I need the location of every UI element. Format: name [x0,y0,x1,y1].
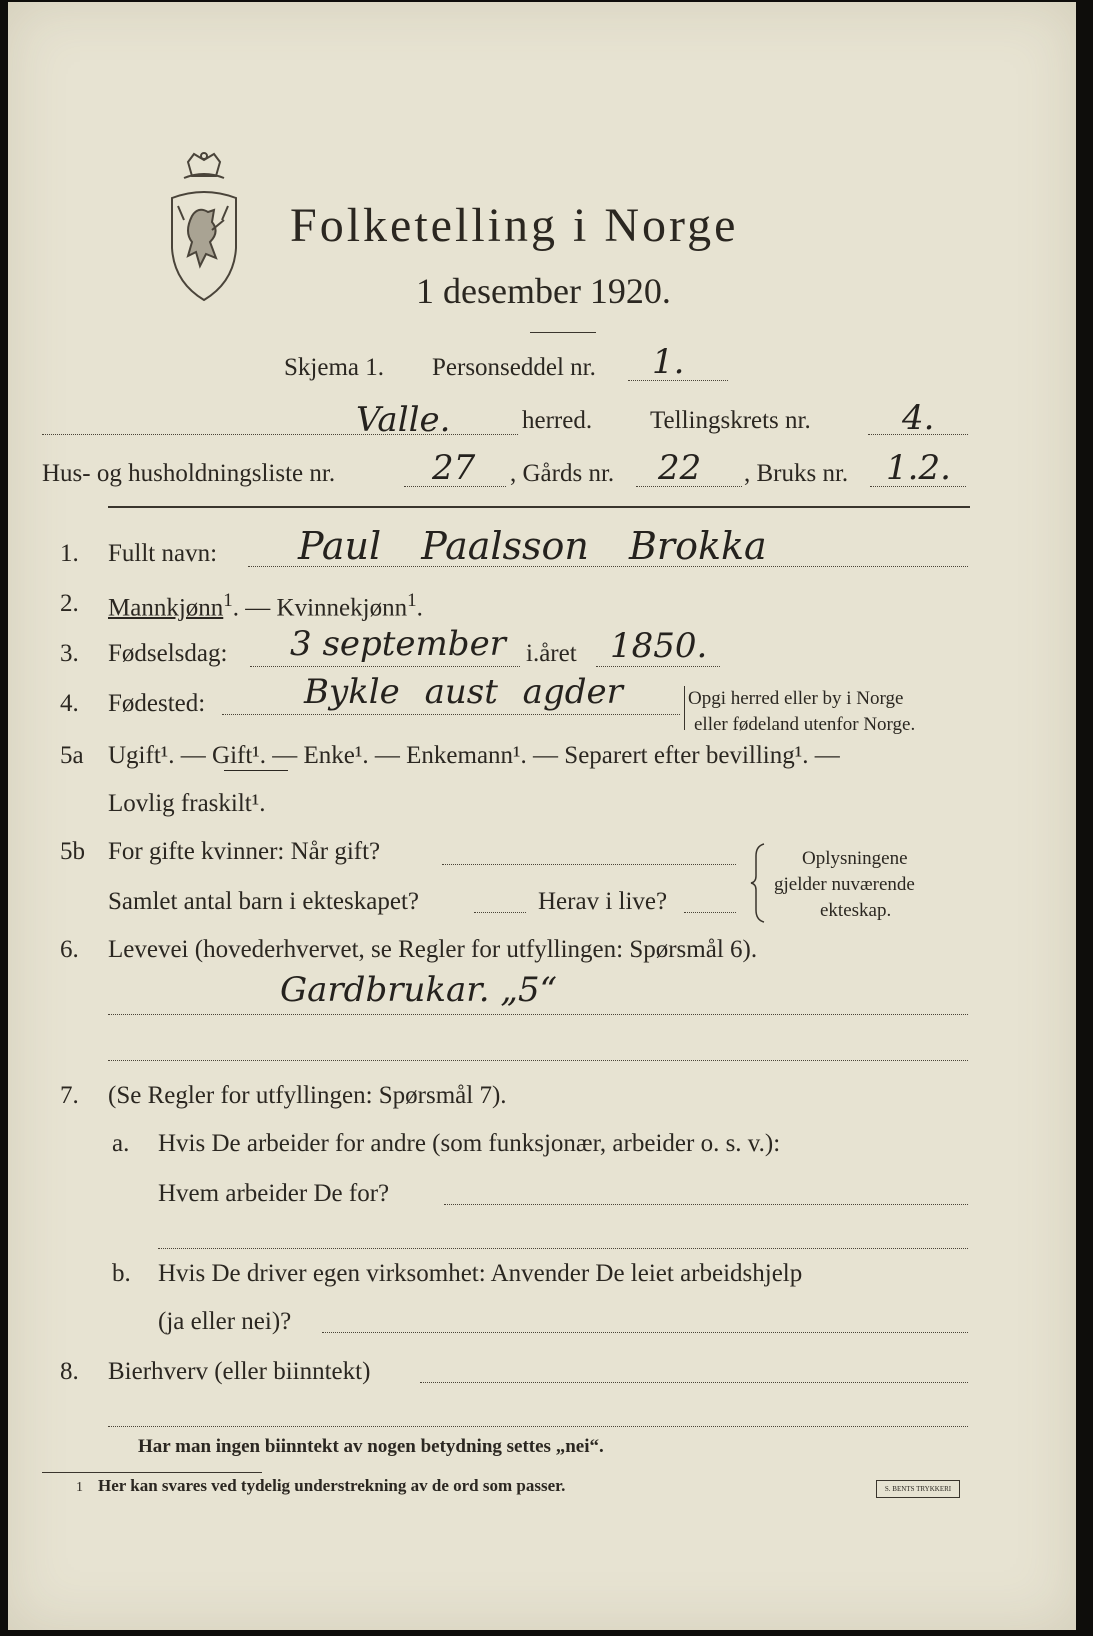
q5b-note-1: Oplysningene [802,848,908,869]
q3-date-line [250,666,520,667]
q5b-children-alive: Herav i live? [538,888,668,915]
q4-note-2: eller fødeland utenfor Norge. [694,714,916,735]
q5b-note-2: gjelder nuværende [774,874,915,895]
birthday-value: 3 september [290,624,506,664]
q4-label: Fødested: [108,690,206,717]
q2-dot: . [416,594,423,622]
occupation-value: Gardbrukar. „5“ [280,970,557,1010]
q2-dot: . [232,594,240,622]
gards-value: 22 [658,448,702,488]
tellingskrets-label: Tellingskrets nr. [650,407,811,434]
header-rule [108,506,970,508]
footnote-ref: 1 [223,590,233,611]
bruks-label: , Bruks nr. [744,460,849,487]
q6-line-1 [108,1014,968,1015]
male-option: Mannkjønn [108,594,224,622]
q2-number: 2. [60,590,79,617]
q7-label: (Se Regler for utfyllingen: Spørsmål 7). [108,1082,507,1109]
year-label: i.året [526,640,577,667]
footnote-mark: 1 [76,1480,83,1495]
q7a-letter: a. [112,1130,130,1157]
form-title: Folketelling i Norge [290,199,739,252]
skjema-label: Skjema 1. [284,354,384,381]
gards-label: , Gårds nr. [510,460,615,487]
q1-label: Fullt navn: [108,540,218,567]
q5a-number: 5a [60,742,84,769]
hus-label: Hus- og husholdningsliste nr. [42,460,336,487]
q5b-line-2 [474,912,526,913]
q5b-number: 5b [60,838,85,865]
q1-number: 1. [60,540,79,567]
q4-note-1: Opgi herred eller by i Norge [688,688,904,709]
birthplace-value: Bykle aust agder [304,672,623,712]
q3-year-line [596,666,720,667]
coat-of-arms-icon [158,150,250,305]
census-form [8,2,1076,1630]
hus-value: 27 [432,448,476,488]
q5b-line-1 [442,864,736,865]
gift-underline [224,770,288,771]
personseddel-label: Personseddel nr. [432,354,596,381]
marital-status-options: Ugift¹. — Gift¹. — Enke¹. — Enkemann¹. — Separert efter bevilling¹. — [108,742,840,769]
q7a-question: Hvem arbeider De for? [158,1180,390,1207]
q4-brace [684,686,687,730]
full-name-value: Paul Paalsson Brokka [298,524,767,568]
herred-line [42,434,518,435]
tellingskrets-value: 4. [902,398,935,438]
footnote-ref: 1 [407,590,417,611]
q5b-when-married: For gifte kvinner: Når gift? [108,838,381,865]
q6-number: 6. [60,936,79,963]
personseddel-value: 1. [652,342,685,382]
herred-value: Valle. [356,400,451,440]
q8-number: 8. [60,1358,79,1385]
q7a-line-1 [444,1204,968,1205]
bruks-value: 1.2. [886,448,951,488]
q8-line-2 [108,1426,968,1427]
herred-label: herred. [522,407,593,434]
printer-stamp: S. BENTS TRYKKERI [876,1480,960,1498]
q5b-note-3: ekteskap. [820,900,892,921]
q7-number: 7. [60,1082,79,1109]
q6-label: Levevei (hovederhvervet, se Regler for utfyllingen: Spørsmål 6). [108,936,758,963]
female-option: Kvinnekjønn [276,594,408,622]
q7b-text: Hvis De driver egen virksomhet: Anvender De leiet arbeidshjelp [158,1260,803,1287]
marital-status-options-2: Lovlig fraskilt¹. [108,790,266,817]
q5b-children-total: Samlet antal barn i ekteskapet? [108,888,419,915]
q4-number: 4. [60,690,79,717]
q5b-line-3 [684,912,736,913]
census-date: 1 desember 1920. [416,271,671,311]
q6-line-2 [108,1060,968,1061]
q5b-brace [750,842,768,924]
q2-sex-options [108,590,423,622]
q7a-line-2 [158,1248,968,1249]
q2-sep: — [239,594,277,622]
footnote-text: Her kan svares ved tydelig understrekning av de ord som passer. [98,1476,566,1495]
q3-label: Fødselsdag: [108,640,228,667]
title-divider [530,332,596,333]
q7b-question: (ja eller nei)? [158,1308,292,1335]
q8-line-1 [420,1382,968,1383]
note-nei: Har man ingen biinntekt av nogen betydning settes „nei“. [138,1436,604,1457]
q7b-letter: b. [112,1260,131,1287]
q7b-line [322,1332,968,1333]
q8-label: Bierhverv (eller biinntekt) [108,1358,371,1385]
footnote-rule [42,1472,262,1473]
q4-line [222,714,680,715]
q3-number: 3. [60,640,79,667]
birth-year-value: 1850. [610,626,708,666]
q7a-text: Hvis De arbeider for andre (som funksjonær, arbeider o. s. v.): [158,1130,781,1157]
